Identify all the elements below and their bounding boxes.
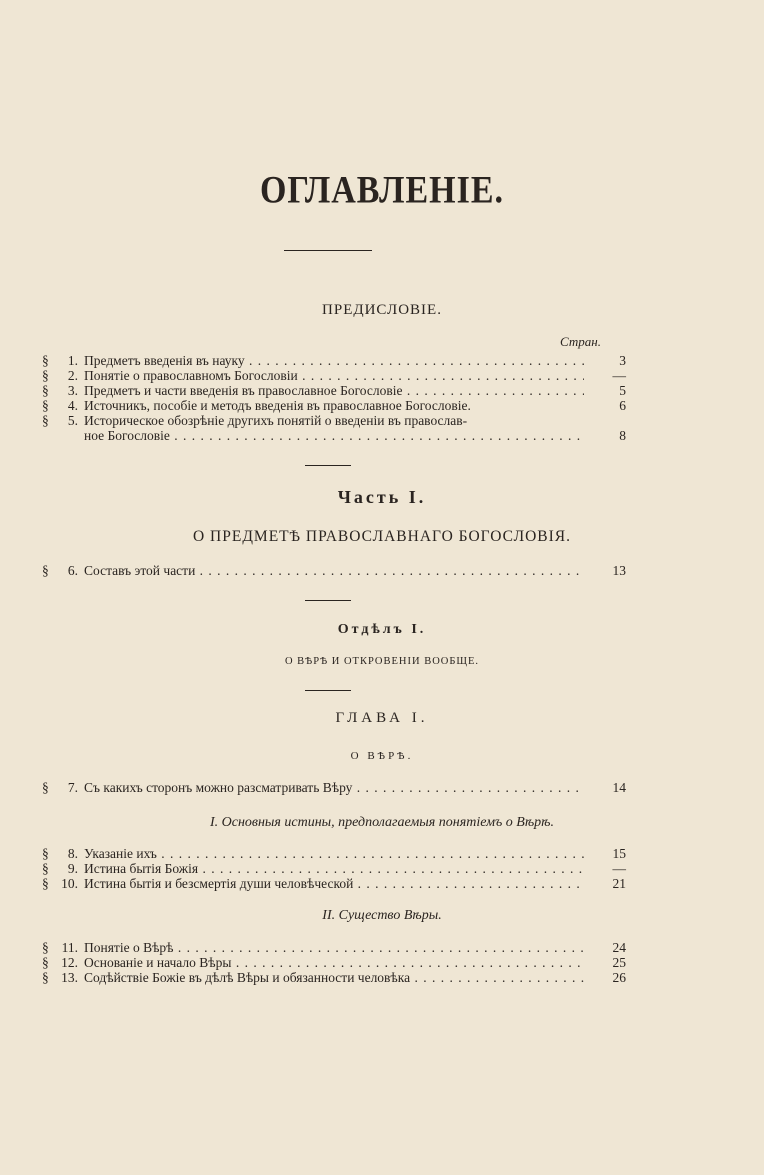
entry-page: 25 (612, 955, 626, 970)
section-sign: § (42, 861, 49, 876)
section-sign: § (42, 940, 49, 955)
entry-text: Истина бытія Божія . . . (84, 861, 584, 877)
entry-text: Предметъ введенія въ науку . . . (84, 353, 584, 369)
entry-text: Основаніе и начало Вѣры . . . (84, 955, 584, 971)
entry-page: 24 (612, 940, 626, 955)
entry-number: 10. (61, 876, 78, 891)
entry-page: 6 (619, 398, 626, 413)
entry-text: Съ какихъ сторонъ можно разсматривать Вѣру . . . (84, 780, 584, 796)
section-sign: § (42, 398, 49, 413)
toc-entry (0, 970, 764, 986)
entry-page: 21 (612, 876, 626, 891)
page-title: ОГЛАВЛЕНIЕ. (259, 169, 505, 212)
divider (284, 250, 372, 251)
divider (305, 465, 351, 466)
entry-page: — (612, 368, 626, 383)
section-sign: § (42, 780, 49, 795)
entry-page: 3 (619, 353, 626, 368)
entry-text-continued: ное Богословіе . . . (84, 428, 584, 444)
section-sign: § (42, 876, 49, 891)
toc-entry (0, 353, 764, 369)
entry-number: 3. (67, 383, 78, 398)
toc-entry (0, 955, 764, 971)
preface-heading: ПРЕДИСЛОВIЕ. (322, 302, 442, 318)
entry-page: 15 (612, 846, 626, 861)
entry-page: 26 (612, 970, 626, 985)
entry-number: 2. (67, 368, 78, 383)
entry-text: Истина бытія и безсмертія души человѣческой . . . (84, 876, 584, 892)
entry-number: 11. (61, 940, 78, 955)
entry-page: 8 (619, 428, 626, 443)
divider (305, 690, 351, 691)
toc-entry (0, 876, 764, 892)
section-sign: § (42, 353, 49, 368)
chapter-heading: ГЛАВА I. (335, 710, 429, 726)
subsection-heading: I. Основныя истины, предполагаемыя понятіемъ о Вѣрѣ. (209, 815, 555, 830)
entry-number: 9. (67, 861, 78, 876)
section-sign: § (42, 970, 49, 985)
entry-text: Источникъ, пособіе и методъ введенія въ православное Богословіе. (84, 398, 471, 413)
entry-text: Указаніе ихъ . . . (84, 846, 584, 862)
entry-number: 4. (67, 398, 78, 413)
part-heading: Часть I. (337, 487, 427, 507)
toc-entry (0, 368, 764, 384)
entry-page: 14 (612, 780, 626, 795)
toc-entry (0, 780, 764, 796)
entry-text: Понятіе о православномъ Богословіи . . . (84, 368, 584, 384)
toc-entry (0, 563, 764, 579)
entry-text: Содѣйствіе Божіе въ дѣлѣ Вѣры и обязанности человѣка . . . (84, 970, 584, 986)
section-sign: § (42, 955, 49, 970)
entry-text: Историческое обозрѣніе другихъ понятій о введеніи въ православ- (84, 413, 468, 428)
toc-entry (0, 398, 764, 414)
entry-number: 6. (67, 563, 78, 578)
section-heading: Отдѣлъ I. (337, 622, 427, 637)
chapter-subheading: О ВѢРѢ. (350, 750, 414, 762)
toc-entry (0, 846, 764, 862)
entry-number: 7. (67, 780, 78, 795)
entry-number: 12. (61, 955, 78, 970)
toc-entry (0, 413, 764, 429)
section-sign: § (42, 413, 49, 428)
entry-page: 13 (612, 563, 626, 578)
section-sign: § (42, 563, 49, 578)
part-subheading: О ПРЕДМЕТѢ ПРАВОСЛАВНАГО БОГОСЛОВІЯ. (192, 528, 571, 545)
entry-number: 1. (67, 353, 78, 368)
toc-entry (0, 940, 764, 956)
toc-entry (0, 861, 764, 877)
subsection-heading: II. Существо Вѣры. (322, 908, 442, 923)
entry-text: Составъ этой части . . . (84, 563, 584, 579)
toc-entry (0, 383, 764, 399)
entry-page: 5 (619, 383, 626, 398)
entry-number: 8. (67, 846, 78, 861)
entry-number: 13. (61, 970, 78, 985)
entry-page: — (612, 861, 626, 876)
section-sign: § (42, 846, 49, 861)
pages-column-label: Стран. (560, 334, 601, 349)
entry-number: 5. (67, 413, 78, 428)
section-subheading: О ВѢРѢ И ОТКРОВЕНІИ ВООБЩЕ. (284, 656, 480, 667)
section-sign: § (42, 383, 49, 398)
entry-text: Предметъ и части введенія въ православное Богословіе . . . (84, 383, 584, 399)
toc-entry-continuation (0, 428, 764, 444)
section-sign: § (42, 368, 49, 383)
divider (305, 600, 351, 601)
entry-text: Понятіе о Вѣрѣ . . . (84, 940, 584, 956)
